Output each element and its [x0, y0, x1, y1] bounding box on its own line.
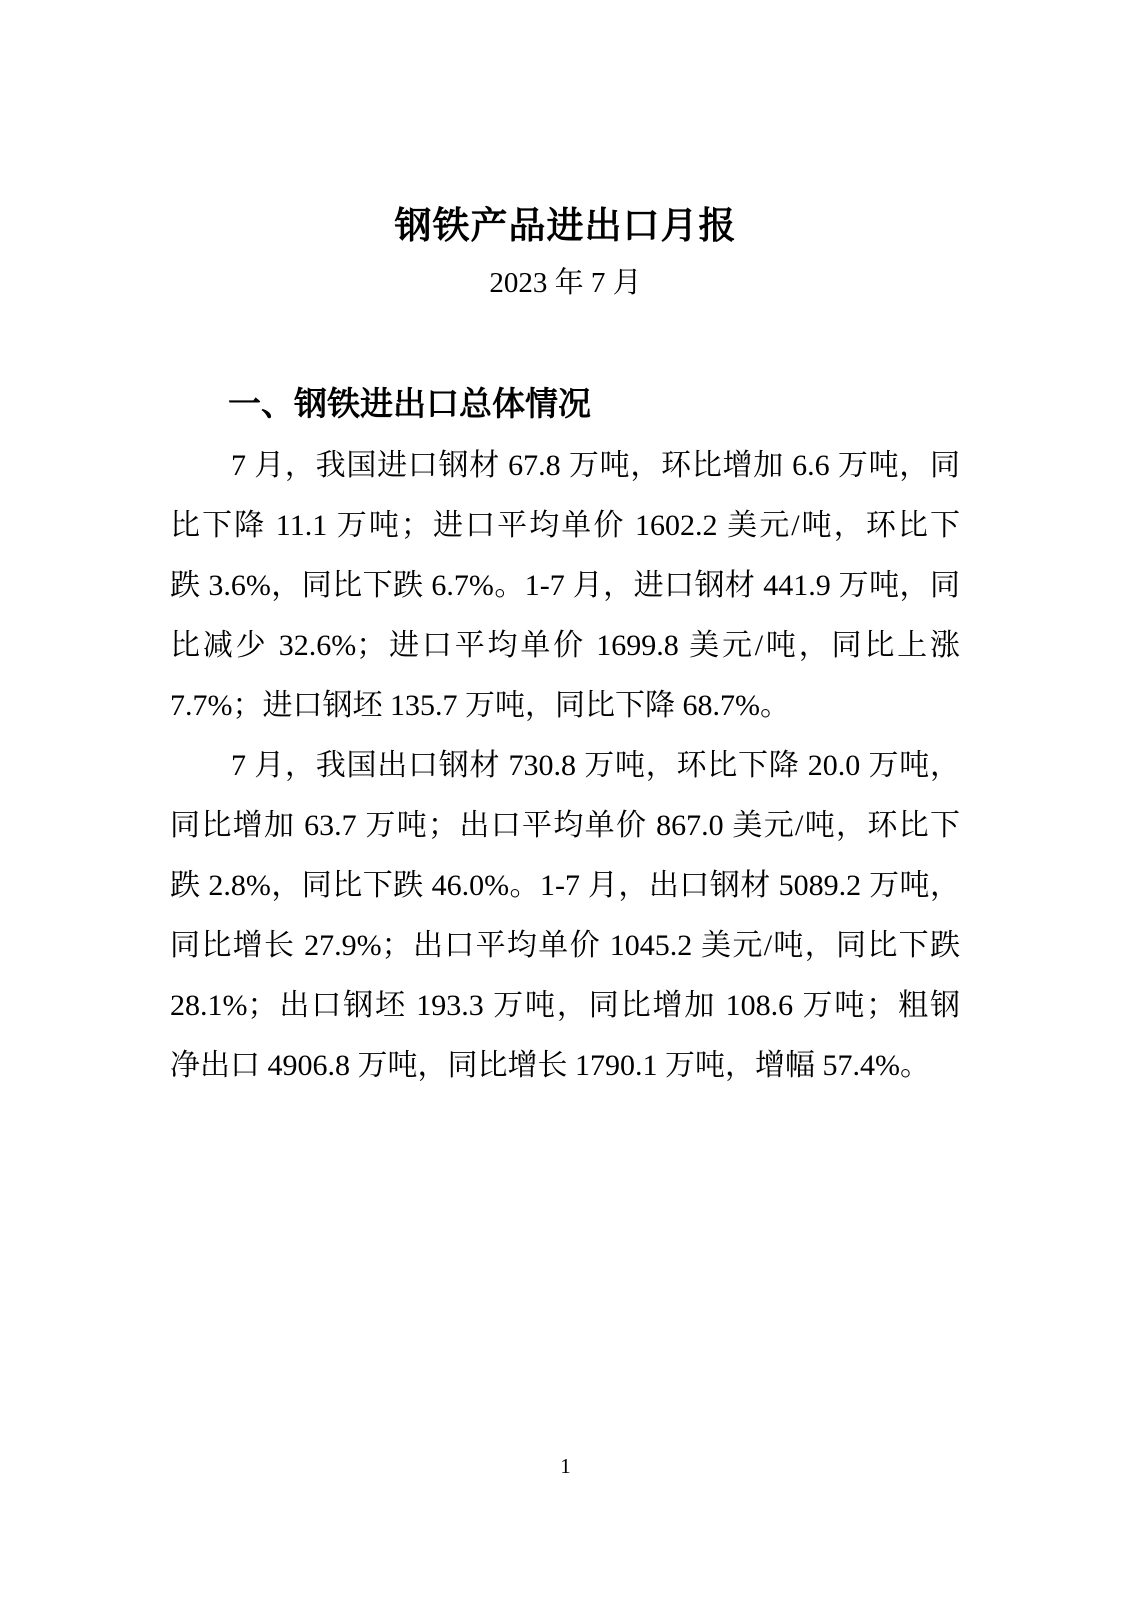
paragraph-2-line-1: 7 月，我国出口钢材 730.8 万吨，环比下降 20.0 万吨， — [231, 749, 960, 782]
section-heading: 一、钢铁进出口总体情况 — [228, 385, 591, 422]
paragraph-1-line-4: 比减少 32.6%；进口平均单价 1699.8 美元/吨，同比上涨 — [170, 629, 960, 662]
page-number: 1 — [560, 1454, 571, 1478]
paragraph-1-line-1: 7 月，我国进口钢材 67.8 万吨，环比增加 6.6 万吨，同 — [231, 449, 960, 482]
paragraph-2-line-5: 28.1%；出口钢坯 193.3 万吨，同比增加 108.6 万吨；粗钢 — [170, 989, 960, 1022]
paragraph-1-line-2: 比下降 11.1 万吨；进口平均单价 1602.2 美元/吨，环比下 — [170, 509, 960, 542]
document-title: 钢铁产品进出口月报 — [394, 206, 737, 247]
paragraph-2-line-2: 同比增加 63.7 万吨；出口平均单价 867.0 美元/吨，环比下 — [170, 809, 960, 842]
paragraph-2-line-6: 净出口 4906.8 万吨，同比增长 1790.1 万吨，增幅 57.4%。 — [170, 1049, 930, 1082]
document-body — [170, 436, 960, 1096]
paragraph-2-line-3: 跌 2.8%，同比下跌 46.0%。1-7 月，出口钢材 5089.2 万吨， — [170, 869, 960, 902]
document-subtitle: 2023 年 7 月 — [489, 267, 642, 299]
paragraph-2-line-4: 同比增长 27.9%；出口平均单价 1045.2 美元/吨，同比下跌 — [170, 929, 960, 962]
paragraph-1-line-5: 7.7%；进口钢坯 135.7 万吨，同比下降 68.7%。 — [170, 689, 790, 722]
paragraph-1-line-3: 跌 3.6%，同比下跌 6.7%。1-7 月，进口钢材 441.9 万吨，同 — [170, 569, 960, 602]
